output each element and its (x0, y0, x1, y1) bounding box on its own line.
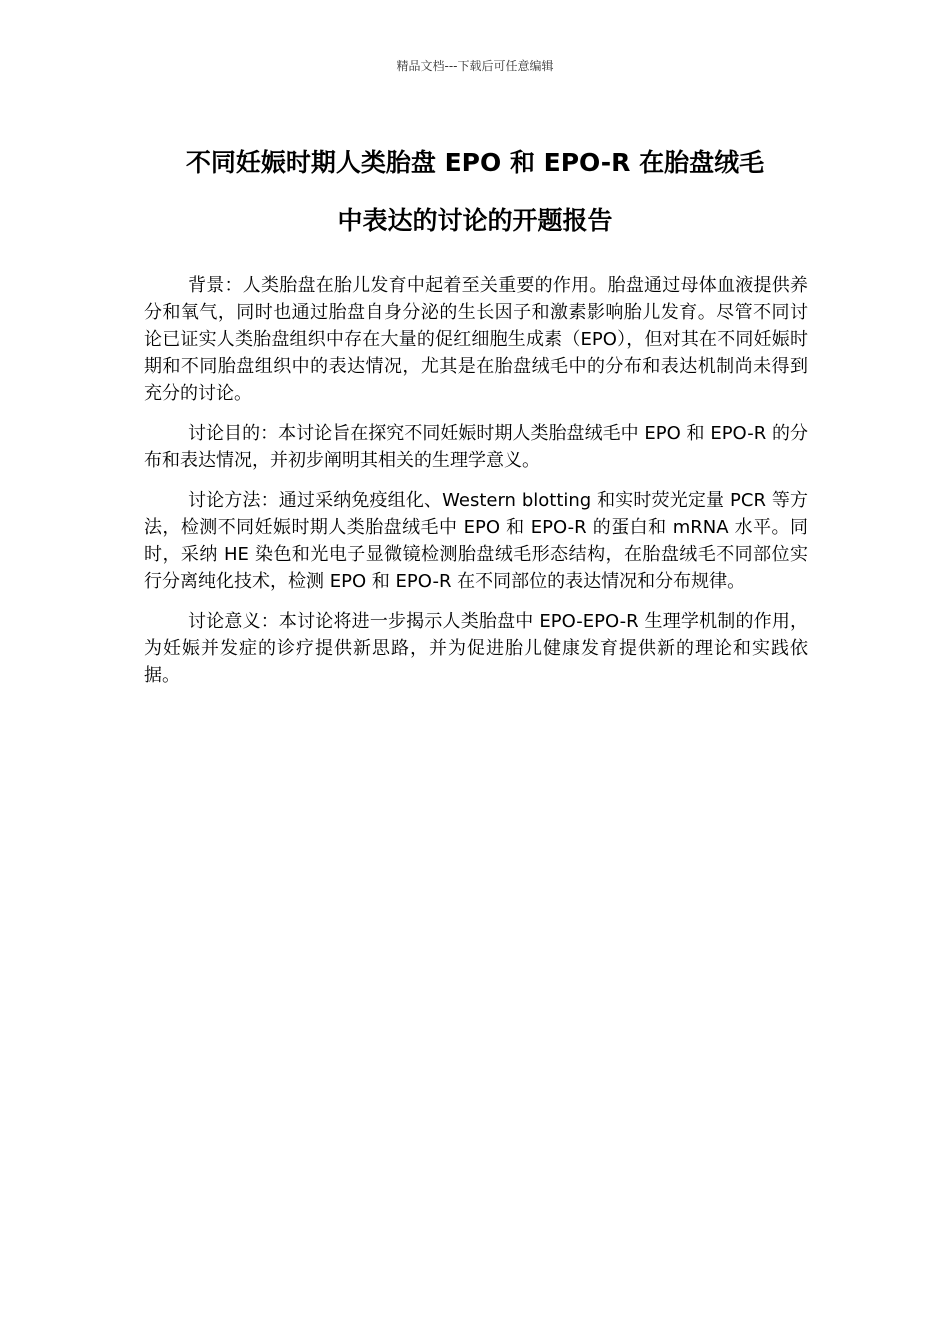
document-title (140, 134, 810, 250)
title-line-2: 中表达的讨论的开题报告 (337, 206, 613, 235)
paragraph-significance: 讨论意义：本讨论将进一步揭示人类胎盘中 EPO-EPO-R 生理学机制的作用，为妊娠并发症的诊疗提供新思路，并为促进胎儿健康发育提供新的理论和实践依据。 (144, 611, 808, 686)
paragraph-background: 背景：人类胎盘在胎儿发育中起着至关重要的作用。胎盘通过母体血液提供养分和氧气，同时也通过胎盘自身分泌的生长因子和激素影响胎儿发育。尽管不同讨论已证实人类胎盘组织中存在大量的促红细胞生成素（EPO），但对其在不同妊娠时期和不同胎盘组织中的表达情况，尤其是在胎盘绒毛中的分布和表达机制尚未得到充分的讨论。 (144, 275, 808, 404)
title-line-1: 不同妊娠时期人类胎盘 EPO 和 EPO-R 在胎盘绒毛 (185, 148, 765, 177)
paragraph-methods: 讨论方法：通过采纳免疫组化、Western blotting 和实时荧光定量 PCR 等方法，检测不同妊娠时期人类胎盘绒毛中 EPO 和 EPO-R 的蛋白和 mRNA 水平。同时，采纳 HE 染色和光电子显微镜检测胎盘绒毛形态结构，在胎盘绒毛不同部位实行分离纯化技术，检测 EPO 和 EPO-R 在不同部位的表达情况和分布规律。 (144, 490, 808, 592)
page-header: 精品文档---下载后可任意编辑 (396, 59, 554, 73)
document-body (144, 272, 808, 702)
paragraph-objective: 讨论目的：本讨论旨在探究不同妊娠时期人类胎盘绒毛中 EPO 和 EPO-R 的分布和表达情况，并初步阐明其相关的生理学意义。 (144, 423, 808, 471)
